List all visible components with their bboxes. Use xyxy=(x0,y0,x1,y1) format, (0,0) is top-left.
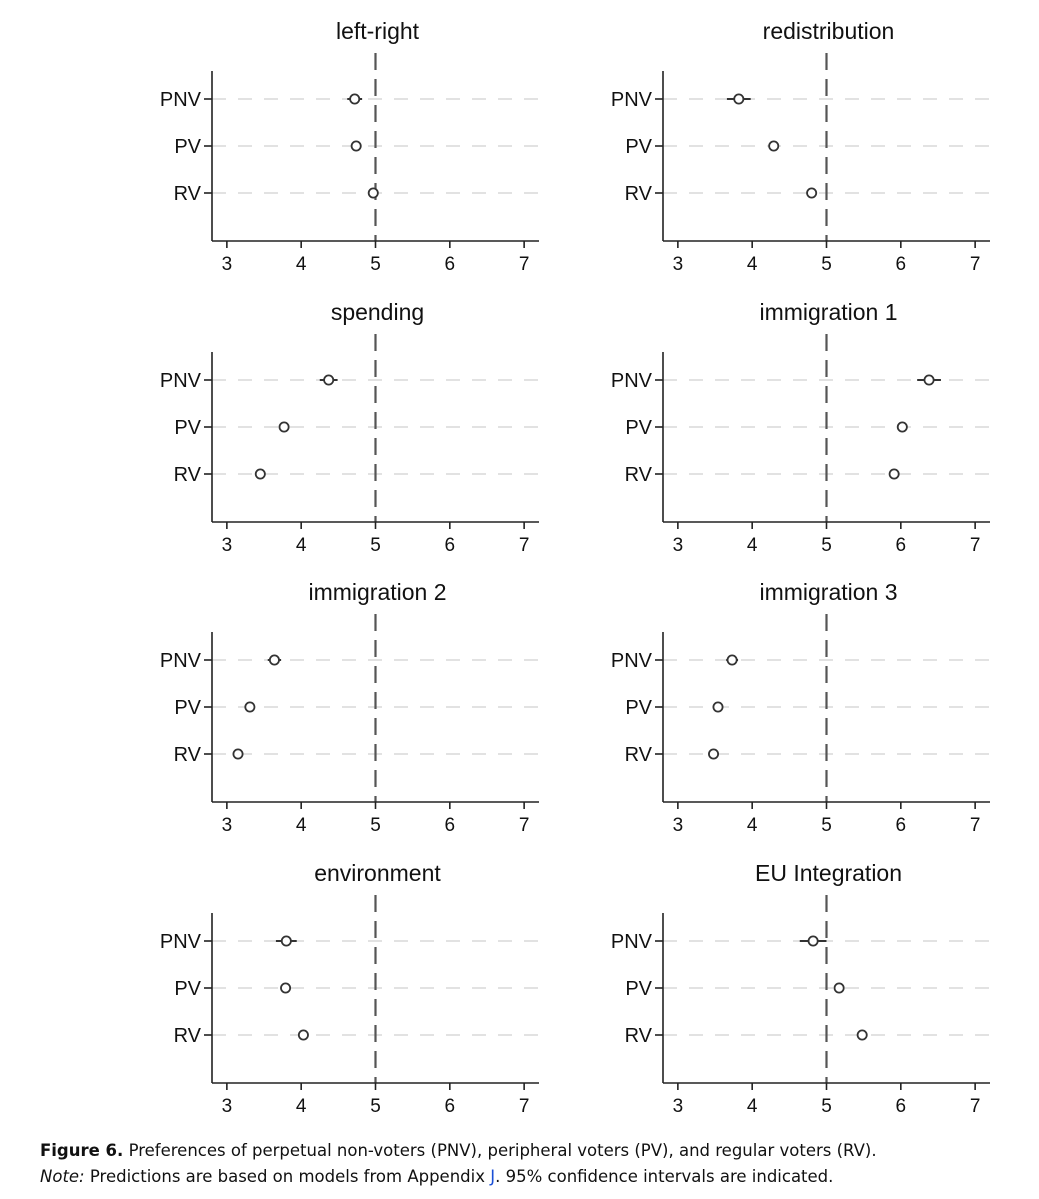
x-tick-label-7: 7 xyxy=(969,815,981,836)
x-tick-label-3: 3 xyxy=(672,815,684,836)
x-tick-label-6: 6 xyxy=(444,254,456,275)
x-tick-label-7: 7 xyxy=(518,254,530,275)
panel-title: immigration 1 xyxy=(759,299,898,325)
y-tick-label-pnv: PNV xyxy=(159,370,201,392)
panel-title: immigration 2 xyxy=(308,579,447,605)
note-label: Note: xyxy=(40,1167,85,1186)
y-tick-label-pv: PV xyxy=(174,697,201,719)
x-tick-label-6: 6 xyxy=(895,254,907,275)
note-text-before: Predictions are based on models from Appendix xyxy=(89,1167,485,1186)
point-rv xyxy=(890,469,899,478)
point-pnv xyxy=(324,375,333,384)
point-pnv xyxy=(282,936,291,945)
point-rv xyxy=(709,749,718,758)
x-tick-label-5: 5 xyxy=(821,535,832,556)
y-tick-label-pnv: PNV xyxy=(159,89,201,111)
y-tick-label-rv: RV xyxy=(624,1025,652,1047)
point-pnv xyxy=(734,94,743,103)
x-tick-label-6: 6 xyxy=(895,535,907,556)
panel-environment xyxy=(160,860,539,1117)
point-rv xyxy=(233,749,242,758)
point-pv xyxy=(898,422,907,431)
y-tick-label-pnv: PNV xyxy=(610,370,652,392)
y-tick-label-rv: RV xyxy=(624,183,652,205)
panel-title: redistribution xyxy=(762,18,895,44)
figure-caption xyxy=(40,1138,1020,1190)
x-tick-label-7: 7 xyxy=(969,535,981,556)
x-tick-label-4: 4 xyxy=(295,1096,307,1117)
y-tick-label-pv: PV xyxy=(174,136,201,158)
point-pv xyxy=(281,983,290,992)
y-tick-label-rv: RV xyxy=(173,744,201,766)
x-tick-label-5: 5 xyxy=(821,1096,832,1117)
x-tick-label-3: 3 xyxy=(221,254,233,275)
x-tick-label-7: 7 xyxy=(518,535,530,556)
y-tick-label-pnv: PNV xyxy=(159,931,201,953)
panel-title: EU Integration xyxy=(754,860,903,886)
panel-title: spending xyxy=(330,299,425,325)
figure-label: Figure 6. xyxy=(40,1141,124,1160)
panel-title: left-right xyxy=(335,18,420,44)
point-pv xyxy=(769,141,778,150)
y-tick-label-pv: PV xyxy=(174,978,201,1000)
x-tick-label-5: 5 xyxy=(370,254,381,275)
point-rv xyxy=(299,1030,308,1039)
x-tick-label-5: 5 xyxy=(821,254,832,275)
figure-text: Preferences of perpetual non-voters (PNV), peripheral voters (PV), and regular voters (RV). xyxy=(128,1141,877,1160)
y-tick-label-rv: RV xyxy=(173,464,201,486)
point-pnv xyxy=(270,655,279,664)
y-tick-label-pv: PV xyxy=(625,978,652,1000)
y-tick-label-pnv: PNV xyxy=(159,650,201,672)
x-tick-label-7: 7 xyxy=(518,1096,530,1117)
point-pv xyxy=(713,702,722,711)
x-tick-label-6: 6 xyxy=(895,1096,907,1117)
x-tick-label-4: 4 xyxy=(746,535,758,556)
panel-title: environment xyxy=(314,860,441,886)
x-tick-label-7: 7 xyxy=(518,815,530,836)
x-tick-label-4: 4 xyxy=(746,254,758,275)
x-tick-label-4: 4 xyxy=(295,815,307,836)
x-tick-label-6: 6 xyxy=(444,1096,456,1117)
x-tick-label-5: 5 xyxy=(370,1096,381,1117)
appendix-link[interactable]: J xyxy=(490,1167,496,1186)
caption-line-2 xyxy=(40,1164,1020,1190)
x-tick-label-7: 7 xyxy=(969,254,981,275)
x-tick-label-5: 5 xyxy=(370,535,381,556)
panel-title: immigration 3 xyxy=(759,579,898,605)
x-tick-label-7: 7 xyxy=(969,1096,981,1117)
point-pv xyxy=(245,702,254,711)
x-tick-label-3: 3 xyxy=(672,535,684,556)
x-tick-label-6: 6 xyxy=(444,815,456,836)
y-tick-label-pnv: PNV xyxy=(610,89,652,111)
y-tick-label-pv: PV xyxy=(625,417,652,439)
point-pv xyxy=(279,422,288,431)
y-tick-label-pv: PV xyxy=(625,697,652,719)
x-tick-label-3: 3 xyxy=(221,815,233,836)
x-tick-label-4: 4 xyxy=(746,1096,758,1117)
point-pv xyxy=(352,141,361,150)
x-tick-label-6: 6 xyxy=(444,535,456,556)
x-tick-label-6: 6 xyxy=(895,815,907,836)
panel-immigration-1 xyxy=(611,299,990,556)
note-text-after: . 95% confidence intervals are indicated. xyxy=(495,1167,834,1186)
y-tick-label-pv: PV xyxy=(625,136,652,158)
y-tick-label-pnv: PNV xyxy=(610,650,652,672)
point-pnv xyxy=(924,375,933,384)
point-rv xyxy=(858,1030,867,1039)
caption-line-1 xyxy=(40,1138,1020,1164)
point-pnv xyxy=(809,936,818,945)
y-tick-label-rv: RV xyxy=(173,183,201,205)
point-pnv xyxy=(728,655,737,664)
x-tick-label-3: 3 xyxy=(221,1096,233,1117)
point-rv xyxy=(807,188,816,197)
x-tick-label-5: 5 xyxy=(370,815,381,836)
y-tick-label-rv: RV xyxy=(624,744,652,766)
panel-left-right xyxy=(160,18,539,275)
point-rv xyxy=(256,469,265,478)
x-tick-label-4: 4 xyxy=(295,535,307,556)
x-tick-label-5: 5 xyxy=(821,815,832,836)
panel-spending xyxy=(160,299,539,556)
point-pv xyxy=(835,983,844,992)
y-tick-label-pnv: PNV xyxy=(610,931,652,953)
panel-eu-integration xyxy=(611,860,990,1117)
panel-immigration-3 xyxy=(611,579,990,836)
x-tick-label-4: 4 xyxy=(746,815,758,836)
x-tick-label-3: 3 xyxy=(672,254,684,275)
panel-redistribution xyxy=(611,18,990,275)
panel-immigration-2 xyxy=(160,579,539,836)
y-tick-label-pv: PV xyxy=(174,417,201,439)
x-tick-label-3: 3 xyxy=(221,535,233,556)
y-tick-label-rv: RV xyxy=(173,1025,201,1047)
x-tick-label-3: 3 xyxy=(672,1096,684,1117)
point-rv xyxy=(369,188,378,197)
point-pnv xyxy=(350,94,359,103)
x-tick-label-4: 4 xyxy=(295,254,307,275)
y-tick-label-rv: RV xyxy=(624,464,652,486)
